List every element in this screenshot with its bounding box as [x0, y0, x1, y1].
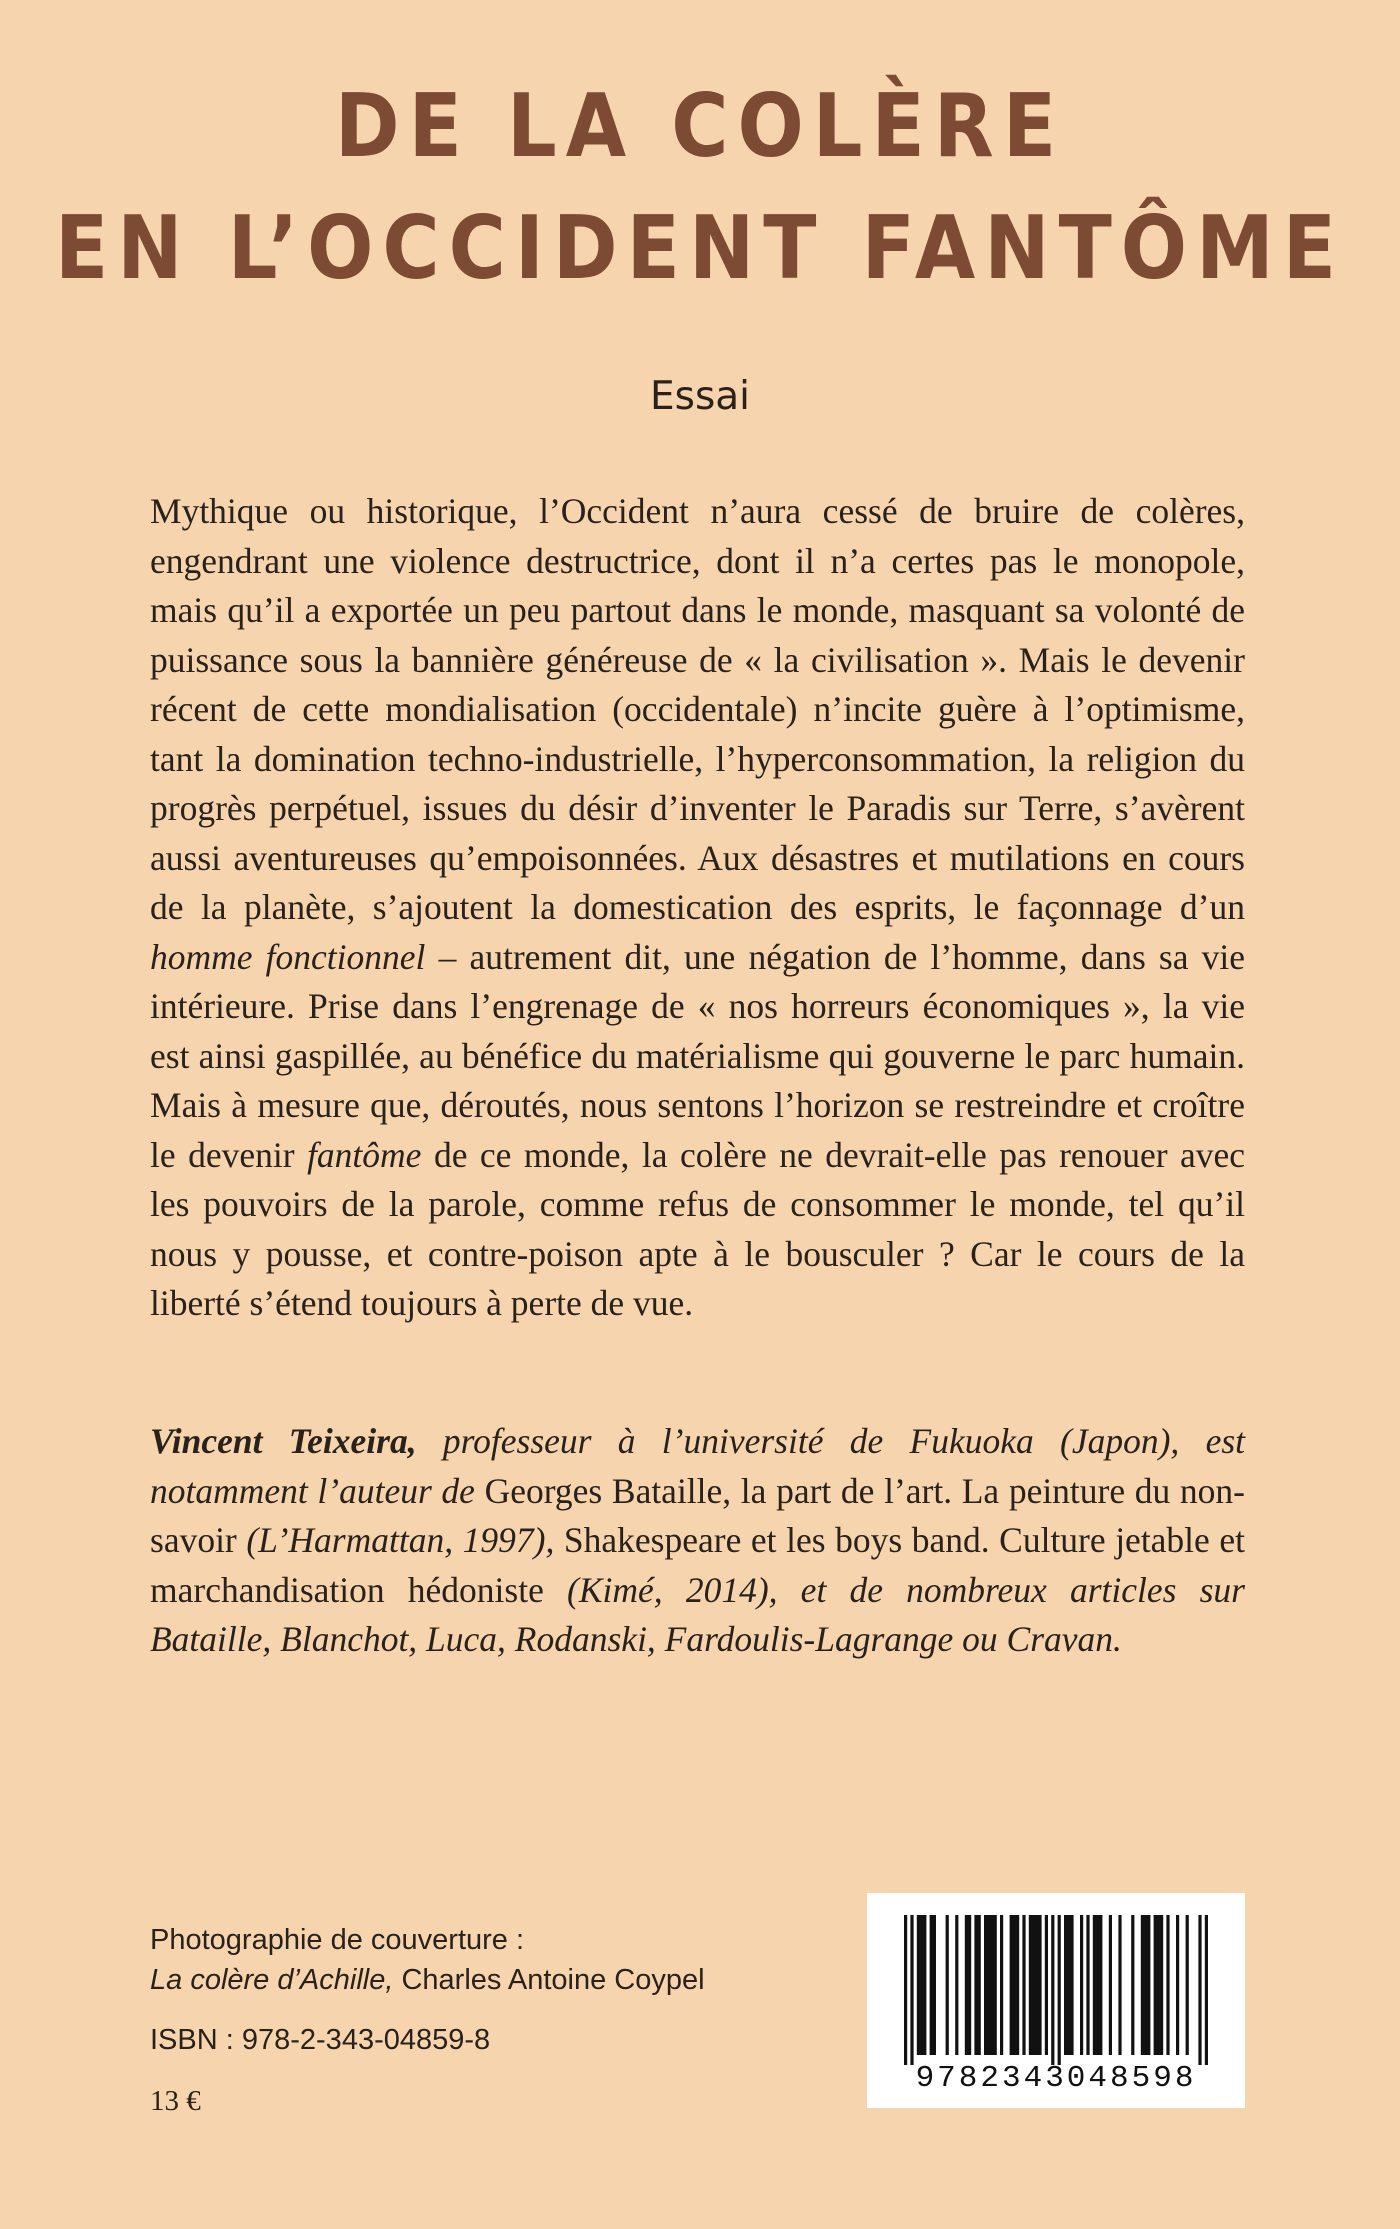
barcode-bar: [1176, 1915, 1179, 2055]
summary-part-1: Mythique ou historique, l’Occident n’aura cessé de bruire de colères, engendrant une violence destructrice, dont il n’a certes pas le monopole, mais qu’il a exportée un peu partout dans le monde, masquant sa volonté de puissance sous la bannière généreuse de « la civilisation ». Mais le devenir récent de cette mondialisation (occidentale) n’incite guère à l’optimisme, tant la domination techno-industrielle, l’hyperconsommation, la religion du progrès perpétuel, issues du désir d’inventer le Paradis sur Terre, s’avèrent aussi aventureuses qu’empoisonnées. Aux désastres et mutilations en cours de la planète, s’ajoutent la domestication des esprits, le façonnage d’un: [150, 491, 1245, 927]
barcode-bar: [974, 1915, 980, 2055]
author-book-1: Georges Bataille, la part de l’art. La peinture du non-savoir: [150, 1470, 1245, 1560]
subtitle: Essai: [649, 374, 750, 419]
book-title: [0, 76, 1400, 332]
summary-part-2: – autrement dit, une négation de l’homme, dans sa vie intérieure. Prise dans l’engrenage de « nos horreurs économiques », la vie est ainsi gaspillée, au bénéfice du matérialisme qui gouverne le parc humain. Mais à mesure que, déroutés, nous sentons l’horizon se restreindre et croître le devenir: [150, 936, 1246, 1175]
barcode-bar: [930, 1915, 936, 2055]
summary-part-3: de ce monde, la colère ne devrait-elle pas renouer avec les pouvoirs de la parole, comme refus de consommer le monde, tel qu’il nous y pousse, et contre-poison apte à le bousculer ? Car le cours de la liberté s’étend toujours à perte de vue.: [150, 1134, 1246, 1323]
barcode-bar: [1198, 1915, 1201, 2065]
barcode-bar: [965, 1915, 971, 2055]
author-intro: professeur à l’université de Fukuoka (Japon), est notamment l’auteur de: [150, 1421, 1245, 1511]
price: 13 €: [150, 2085, 201, 2117]
barcode-bar: [1064, 1915, 1074, 2055]
barcode: [867, 1893, 1245, 2108]
barcode-bar: [917, 1915, 927, 2055]
author-book-2: Shakespeare et les boys band. Culture jetable et marchandisation hédoniste: [150, 1520, 1245, 1610]
barcode-bar: [1093, 1915, 1103, 2055]
barcode-bar: [1109, 1915, 1112, 2055]
author-publisher-2: (Kimé, 2014), et de nombreux articles sur Bataille, Blanchot, Luca, Rodanski, Fardoulis-Lagrange ou Cravan.: [150, 1569, 1246, 1659]
summary-paragraph: [150, 487, 1245, 1329]
photo-credit-title: La colère d’Achille,: [150, 1964, 394, 1996]
barcode-bar: [904, 1915, 907, 2065]
photo-credit-artist: Charles Antoine Coypel: [401, 1964, 705, 1996]
barcode-bar: [1045, 1915, 1048, 2055]
author-name: Vincent Teixeira,: [150, 1421, 417, 1461]
barcode-bar: [1000, 1915, 1003, 2055]
title-line-1: DE LA COLÈRE: [334, 76, 1066, 178]
barcode-bar: [1186, 1915, 1189, 2055]
barcode-bar: [1029, 1915, 1042, 2055]
barcode-bar: [1154, 1915, 1164, 2055]
photo-credit-line: [150, 1960, 705, 2000]
barcode-bar: [1086, 1915, 1089, 2055]
barcode-bar: [946, 1915, 949, 2055]
author-bio: [150, 1417, 1245, 1665]
photo-credit: [150, 1920, 705, 2000]
barcode-bar: [1010, 1915, 1020, 2055]
barcode-bar: [1205, 1915, 1208, 2065]
barcode-bar: [1051, 1915, 1054, 2065]
author-publisher-1: (L’Harmattan, 1997),: [246, 1520, 555, 1560]
barcode-bar: [1080, 1915, 1083, 2055]
title-line-2: EN L’OCCIDENT FANTÔME: [55, 198, 1345, 300]
barcode-bar: [910, 1915, 913, 2065]
isbn: ISBN : 978-2-343-04859-8: [150, 2024, 491, 2056]
barcode-bar: [1141, 1915, 1151, 2055]
barcode-bar: [1058, 1915, 1061, 2065]
barcode-number: 9782343048598: [915, 2061, 1197, 2096]
barcode-bar: [984, 1915, 997, 2055]
barcode-bar: [1022, 1915, 1025, 2055]
summary-italic-2: fantôme: [307, 1134, 422, 1175]
barcode-bar: [1131, 1915, 1134, 2055]
summary-italic-1: homme fonctionnel: [150, 936, 426, 977]
barcode-bar: [955, 1915, 958, 2055]
photo-credit-label: Photographie de couverture :: [150, 1924, 525, 1956]
barcode-bar: [1118, 1915, 1121, 2055]
barcode-bar: [1166, 1915, 1169, 2055]
